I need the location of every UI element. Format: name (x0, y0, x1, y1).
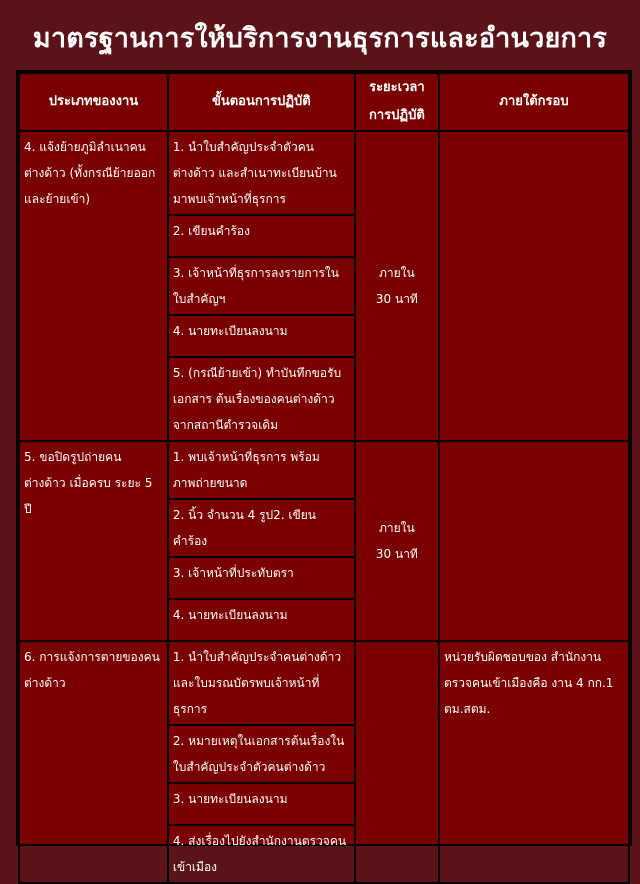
group-5-frame (439, 441, 629, 641)
title-bar (6, 6, 634, 68)
header-time-line2: การปฏิบัติ (368, 108, 425, 123)
group-4-time-line1: ภายใน (379, 266, 415, 280)
page-title: มาตรฐานการให้บริการงานธุรการและอำนวยการ (32, 22, 608, 54)
group-5-time (355, 441, 439, 641)
group-6-frame: หน่วยรับผิดชอบของ สำนักงานตรวจคนเข้าเมืองคือ งาน 4 กก.1 ตม.สตม. (439, 641, 629, 883)
group-4-step-1: 1. นำใบสำคัญประจำตัวคนต่างด้าว และสำเนาทะเบียนบ้านมาพบเจ้าหน้าที่ธุรการ (168, 131, 355, 215)
group-4-step-5: 5. (กรณีย้ายเข้า) ทำบันทึกขอรับเอกสาร ต้นเรื่องของคนต่างด้าวจากสถานีตำรวจเดิม (168, 357, 355, 441)
group-4-frame (439, 131, 629, 441)
group-5-step-4: 4. นายทะเบียนลงนาม (168, 599, 355, 641)
table (18, 72, 630, 884)
table-row (19, 641, 629, 725)
group-4-type: 4. แจ้งย้ายภูมิลำเนาคนต่างด้าว (ทั้งกรณีย้ายออกและย้ายเข้า) (19, 131, 168, 441)
group-6-step-3: 3. นายทะเบียนลงนาม (168, 783, 355, 825)
header-time (355, 73, 439, 131)
group-4-step-4: 4. นายทะเบียนลงนาม (168, 315, 355, 357)
group-6-step-1: 1. นำใบสำคัญประจำคนต่างด้าวและใบมรณบัตรพบเจ้าหน้าที่ธุรการ (168, 641, 355, 725)
header-type: ประเภทของงาน (19, 73, 168, 131)
group-6-step-2: 2. หมายเหตุในเอกสารต้นเรื่องในใบสำคัญประจำตัวคนต่างด้าว (168, 725, 355, 783)
header-steps: ขั้นตอนการปฏิบัติ (168, 73, 355, 131)
group-5-step-2: 2. นิ้ว จำนวน 4 รูป2. เขียนคำร้อง (168, 499, 355, 557)
group-4-time-line2: 30 นาที (375, 292, 418, 306)
group-4-time (355, 131, 439, 441)
table-row (19, 441, 629, 499)
header-row (19, 73, 629, 131)
service-standards-table (16, 70, 632, 874)
group-6-step-4: 4. ส่งเรื่องไปยังสำนักงานตรวจคนเข้าเมือง (168, 825, 355, 883)
group-6-time (355, 641, 439, 883)
header-frame: ภายใต้กรอบ (439, 73, 629, 131)
group-5-step-1: 1. พบเจ้าหน้าที่ธุรการ พร้อมภาพถ่ายขนาด (168, 441, 355, 499)
group-4-step-3: 3. เจ้าหน้าที่ธุรการลงรายการในใบสำคัญฯ (168, 257, 355, 315)
group-5-time-line1: ภายใน (379, 521, 415, 535)
group-5-type: 5. ขอปิดรูปถ่ายคนต่างด้าว เมื่อครบ ระยะ 5 ปี (19, 441, 168, 641)
table-row (19, 131, 629, 215)
group-5-time-line2: 30 นาที (375, 547, 418, 561)
left-border (6, 70, 16, 846)
header-time-line1: ระยะเวลา (369, 80, 425, 95)
group-5-step-3: 3. เจ้าหน้าที่ประทับตรา (168, 557, 355, 599)
group-4-step-2: 2. เขียนคำร้อง (168, 215, 355, 257)
group-6-type: 6. การแจ้งการตายของคนต่างด้าว (19, 641, 168, 883)
